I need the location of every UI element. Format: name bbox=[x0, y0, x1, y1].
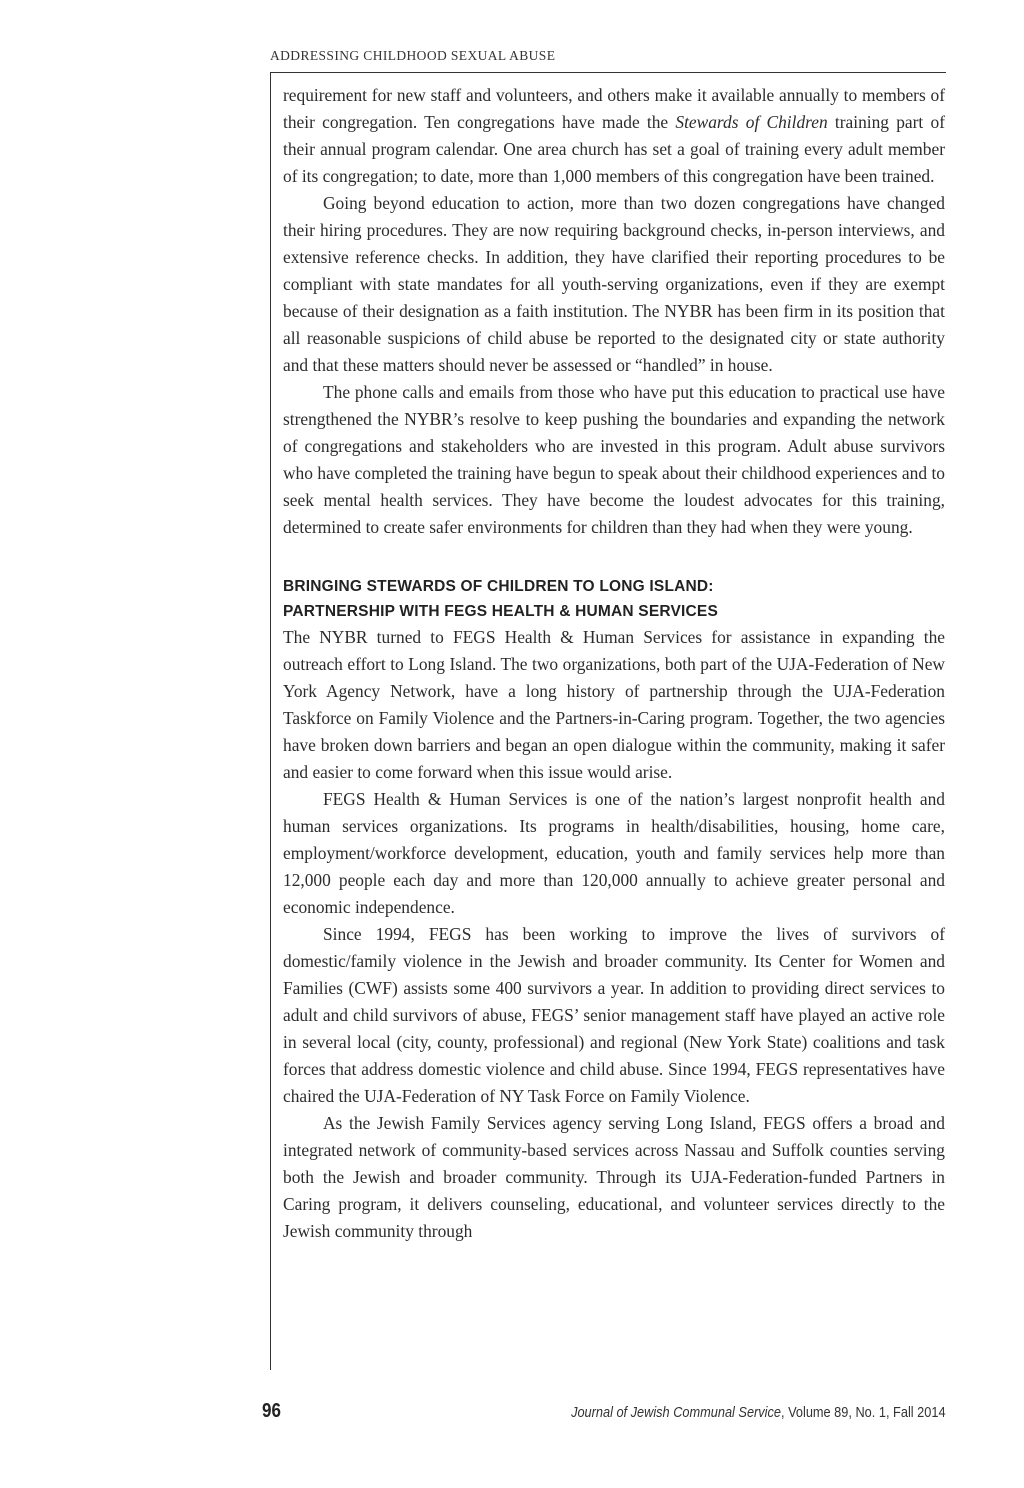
paragraph-since-1994: Since 1994, FEGS has been working to improve the lives of survivors of domestic/family violence in the Jewish and broader community. Its Center for Women and Families (CWF) assists some 400 survivors a year. In addition to providing direct services to adult and child survivors of abuse, FEGS’ senior management staff have played an active role in several local (city, county, professional) and regional (New York State) coalitions and task forces that address domestic violence and child abuse. Since 1994, FEGS representatives have chaired the UJA-Federation of NY Task Force on Family Violence. bbox=[283, 924, 945, 1106]
running-head: ADDRESSING CHILDHOOD SEXUAL ABUSE bbox=[270, 48, 556, 63]
paragraph-text: training part of their annual program calendar. One area church has set a goal of training every adult member of its congregation; to date, more than 1,000 members of this congregation have been trained. bbox=[283, 112, 945, 186]
margin-rule bbox=[270, 72, 271, 1370]
section-heading-line: PARTNERSHIP WITH FEGS HEALTH & HUMAN SERVICES bbox=[283, 603, 718, 620]
paragraph-partnership: The NYBR turned to FEGS Health & Human Services for assistance in expanding the outreach effort to Long Island. The two organizations, both part of the UJA-Federation of New York Agency Network, have a long history of partnership through the UJA-Federation Taskforce on Family Violence and the Partners-in-Caring program. Together, the two agencies have broken down barriers and began an open dialogue within the community, making it safer and easier to come forward when this issue would arise. bbox=[283, 627, 945, 782]
section-heading-line: BRINGING STEWARDS OF CHILDREN TO LONG ISLAND: bbox=[283, 578, 714, 595]
paragraph-long-island: As the Jewish Family Services agency serving Long Island, FEGS offers a broad and integrated network of community-based services across Nassau and Suffolk counties serving both the Jewish and broader community. Through its UJA-Federation-funded Partners in Caring program, it delivers counseling, educational, and volunteer services directly to the Jewish community through bbox=[283, 1113, 945, 1241]
paragraph-continued bbox=[283, 82, 945, 190]
section-heading bbox=[283, 574, 945, 624]
paragraph-hiring: Going beyond education to action, more than two dozen congregations have changed their hiring procedures. They are now requiring background checks, in-person interviews, and extensive reference checks. In addition, they have clarified their reporting procedures to be compliant with state mandates for all youth-serving organizations, even if they are exempt because of their designation as a faith institution. The NYBR has been firm in its position that all reasonable suspicions of child abuse be reported to the designated city or state authority and that these matters should never be assessed or “handled” in house. bbox=[283, 193, 945, 375]
journal-citation bbox=[572, 1405, 946, 1421]
page-number: 96 bbox=[262, 1400, 281, 1422]
paragraph-fegs: FEGS Health & Human Services is one of the nation’s largest nonprofit health and human services organizations. Its programs in health/disabilities, housing, home care, employment/workforce development, education, youth and family services help more than 12,000 people each day and more than 120,000 annually to achieve greater personal and economic independence. bbox=[283, 789, 945, 917]
paragraph-outcomes: The phone calls and emails from those who have put this education to practical use have strengthened the NYBR’s resolve to keep pushing the boundaries and expanding the network of congregations and stakeholders who are invested in this program. Adult abuse survivors who have completed the training have begun to speak about their childhood experiences and to seek mental health services. They have become the loudest advocates for this training, determined to create safer environments for children than they had when they were young. bbox=[283, 382, 945, 537]
paragraph-text: requirement for new staff and volunteers, and others make it available annually to members of their congregation. Ten congregations have made the bbox=[283, 85, 945, 132]
program-title: Stewards of Children bbox=[675, 112, 828, 132]
journal-title: Journal of Jewish Communal Service bbox=[571, 1405, 782, 1421]
journal-issue: , Volume 89, No. 1, Fall 2014 bbox=[781, 1405, 946, 1421]
body-text bbox=[283, 82, 945, 1245]
header-rule bbox=[270, 72, 946, 73]
